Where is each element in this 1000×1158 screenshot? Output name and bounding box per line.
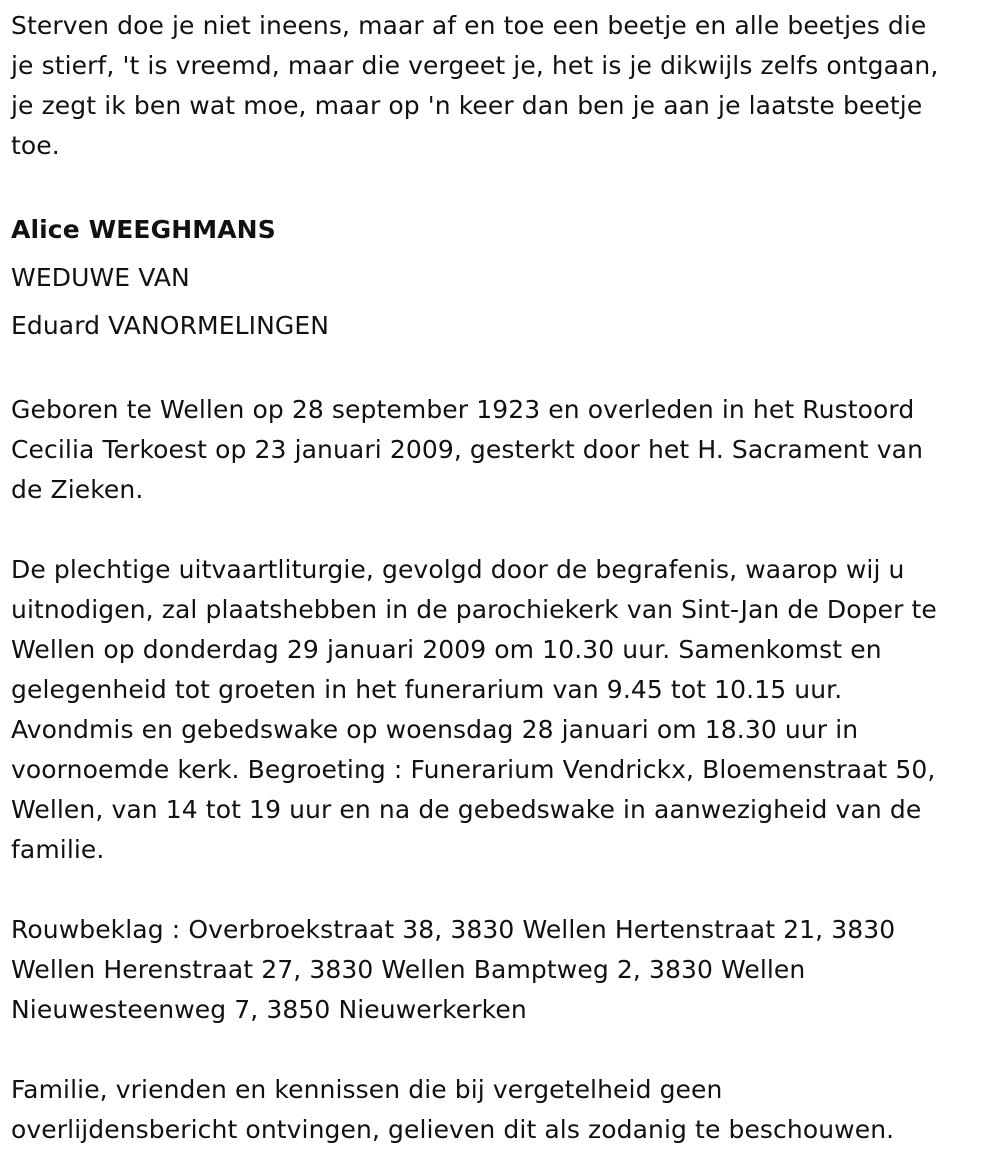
- spouse-name: Eduard VANORMELINGEN: [11, 311, 330, 340]
- spacer: [11, 350, 989, 390]
- mourning-line: Nieuwesteenweg 7, 3850 Nieuwerkerken: [11, 995, 527, 1024]
- funeral-paragraph: [11, 550, 989, 870]
- spacer: [11, 1030, 989, 1070]
- funeral-line: De plechtige uitvaartliturgie, gevolgd door de begrafenis, waarop wij u: [11, 555, 905, 584]
- funeral-line: uitnodigen, zal plaatshebben in de parochiekerk van Sint-Jan de Doper te: [11, 595, 937, 624]
- birth-death-line: de Zieken.: [11, 475, 144, 504]
- deceased-name: Alice WEEGHMANS: [11, 215, 276, 244]
- poem-paragraph: [11, 6, 989, 166]
- spacer: [11, 510, 989, 550]
- mourning-line: Rouwbeklag : Overbroekstraat 38, 3830 Wellen Hertenstraat 21, 3830: [11, 915, 896, 944]
- spacer: [11, 870, 989, 910]
- closing-line: Familie, vrienden en kennissen die bij vergetelheid geen: [11, 1075, 723, 1104]
- spacer: [11, 166, 989, 206]
- closing-line: overlijdensbericht ontvingen, gelieven dit als zodanig te beschouwen.: [11, 1115, 895, 1144]
- poem-line: toe.: [11, 131, 60, 160]
- mourning-paragraph: [11, 910, 989, 1030]
- funeral-line: familie.: [11, 835, 105, 864]
- poem-line: je zegt ik ben wat moe, maar op 'n keer dan ben je aan je laatste beetje: [11, 91, 923, 120]
- poem-line: Sterven doe je niet ineens, maar af en toe een beetje en alle beetjes die: [11, 11, 927, 40]
- birth-death-line: Geboren te Wellen op 28 september 1923 en overleden in het Rustoord: [11, 395, 915, 424]
- birth-death-line: Cecilia Terkoest op 23 januari 2009, gesterkt door het H. Sacrament van: [11, 435, 924, 464]
- funeral-line: gelegenheid tot groeten in het funerarium van 9.45 tot 10.15 uur.: [11, 675, 843, 704]
- funeral-line: Wellen, van 14 tot 19 uur en na de gebedswake in aanwezigheid van de: [11, 795, 922, 824]
- funeral-line: voornoemde kerk. Begroeting : Funerarium Vendrickx, Bloemenstraat 50,: [11, 755, 936, 784]
- funeral-line: Avondmis en gebedswake op woensdag 28 januari om 18.30 uur in: [11, 715, 859, 744]
- birth-death-paragraph: [11, 390, 989, 510]
- poem-line: je stierf, 't is vreemd, maar die vergeet je, het is je dikwijls zelfs ontgaan,: [11, 51, 939, 80]
- deceased-relation: WEDUWE VAN: [11, 263, 190, 292]
- funeral-line: Wellen op donderdag 29 januari 2009 om 10.30 uur. Samenkomst en: [11, 635, 882, 664]
- deceased-block: [11, 206, 989, 350]
- closing-paragraph: [11, 1070, 989, 1150]
- mourning-line: Wellen Herenstraat 27, 3830 Wellen Bamptweg 2, 3830 Wellen: [11, 955, 806, 984]
